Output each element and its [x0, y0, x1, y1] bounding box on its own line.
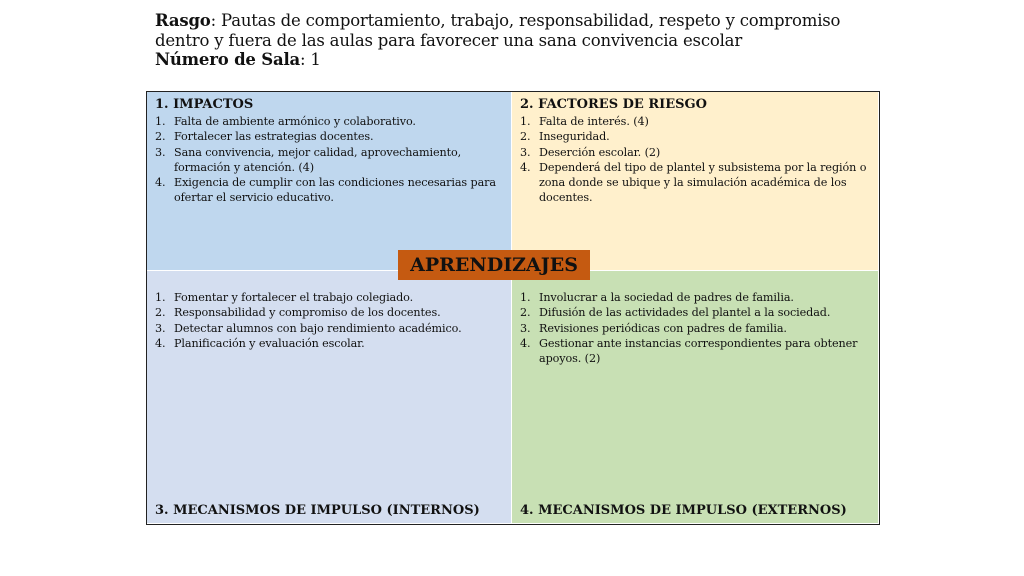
item-text: Sana convivencia, mejor calidad, aprovechamiento, formación y atención. (4) — [174, 145, 462, 174]
aprendizajes-badge: APRENDIZAJES — [398, 250, 590, 280]
item-number: 1. — [155, 115, 166, 128]
item-number: 4. — [155, 336, 166, 350]
list-item — [520, 145, 870, 160]
riesgo-list — [520, 114, 870, 206]
list-item — [155, 145, 503, 176]
item-text: Falta de interés. (4) — [539, 115, 649, 128]
list-item — [155, 305, 503, 320]
item-text: Detectar alumnos con bajo rendimiento académico. — [174, 321, 462, 335]
item-number: 2. — [520, 130, 531, 144]
item-number: 3. — [155, 321, 166, 335]
list-item — [520, 305, 870, 320]
item-text: Responsabilidad y compromiso de los docentes. — [174, 306, 441, 320]
item-number: 3. — [520, 321, 531, 335]
externos-list — [520, 290, 870, 366]
impactos-title: 1. IMPACTOS — [155, 97, 254, 112]
quadrant-mecanismos-internos — [147, 271, 512, 523]
list-item — [155, 321, 503, 336]
item-text: Exigencia de cumplir con las condiciones necesarias para ofertar el servicio educativo. — [174, 176, 496, 205]
riesgo-title: 2. FACTORES DE RIESGO — [520, 97, 707, 112]
slide-header — [155, 11, 855, 70]
item-number: 4. — [520, 336, 531, 350]
quadrant-factores-riesgo — [512, 92, 878, 271]
list-item — [520, 321, 870, 336]
item-number: 2. — [155, 130, 166, 144]
list-item — [155, 114, 503, 129]
quadrant-mecanismos-externos — [512, 271, 878, 523]
rasgo-line — [155, 11, 855, 50]
item-number: 3. — [155, 145, 166, 159]
sala-number: : 1 — [300, 50, 321, 69]
item-text: Difusión de las actividades del plantel a la sociedad. — [539, 306, 831, 320]
item-number: 4. — [520, 160, 531, 174]
list-item — [520, 129, 870, 144]
item-number: 1. — [520, 115, 531, 128]
quadrant-grid — [146, 91, 880, 525]
quadrant-impactos — [147, 92, 512, 271]
list-item — [520, 114, 870, 129]
list-item — [520, 290, 870, 305]
internos-title: 3. MECANISMOS DE IMPULSO (INTERNOS) — [155, 503, 480, 518]
list-item — [520, 160, 870, 206]
item-number: 3. — [520, 145, 531, 159]
item-number: 1. — [520, 291, 531, 304]
item-text: Inseguridad. — [539, 130, 610, 144]
list-item — [520, 336, 870, 367]
impactos-list — [155, 114, 503, 206]
item-text: Revisiones periódicas con padres de familia. — [539, 321, 787, 335]
item-text: Fortalecer las estrategias docentes. — [174, 130, 374, 144]
list-item — [155, 336, 503, 351]
externos-title: 4. MECANISMOS DE IMPULSO (EXTERNOS) — [520, 503, 847, 518]
item-number: 2. — [520, 306, 531, 320]
list-item — [155, 175, 503, 206]
item-number: 1. — [155, 291, 166, 304]
list-item — [155, 290, 503, 305]
rasgo-text: : Pautas de comportamiento, trabajo, responsabilidad, respeto y compromiso dentro y fuera de las aulas para favorecer una sana convivencia escolar — [155, 11, 841, 50]
item-text: Falta de ambiente armónico y colaborativo. — [174, 115, 416, 128]
list-item — [155, 129, 503, 144]
item-text: Gestionar ante instancias correspondientes para obtener apoyos. (2) — [539, 336, 858, 366]
sala-label: Número de Sala — [155, 50, 301, 69]
item-text: Deserción escolar. (2) — [539, 145, 661, 159]
item-text: Planificación y evaluación escolar. — [174, 336, 365, 350]
item-number: 4. — [155, 176, 166, 190]
item-text: Dependerá del tipo de plantel y subsistema por la región o zona donde se ubique y la simulación académica de los docentes. — [539, 160, 867, 205]
internos-list — [155, 290, 503, 351]
item-text: Involucrar a la sociedad de padres de familia. — [539, 291, 794, 304]
sala-line — [155, 50, 855, 70]
item-text: Fomentar y fortalecer el trabajo colegiado. — [174, 291, 414, 304]
item-number: 2. — [155, 306, 166, 320]
rasgo-label: Rasgo — [155, 11, 211, 30]
